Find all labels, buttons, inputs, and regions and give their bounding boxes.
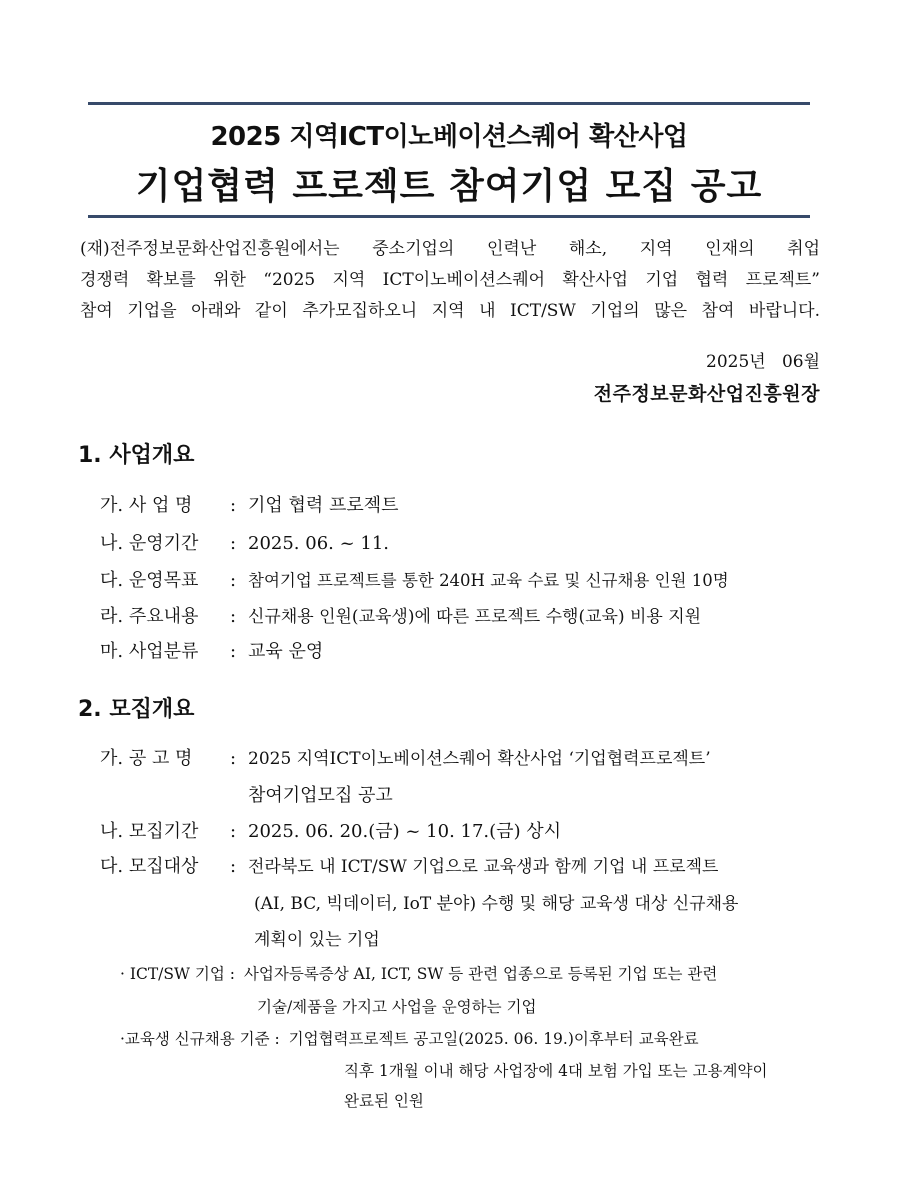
- intro-line-3: 참여 기업을 아래와 같이 추가모집하오니 지역 내 ICT/SW 기업의 많은 참여 바랍니다.: [80, 301, 820, 321]
- item-value: 참여기업 프로젝트를 통한 240H 교육 수료 및 신규채용 인원 10명: [248, 571, 729, 590]
- issuing-organization: 전주정보문화산업진흥원장: [593, 383, 820, 405]
- section-1-item-a: 가. 사 업 명 : 기업 협력 프로젝트: [100, 491, 399, 517]
- item-label: 다. 모집대상: [100, 856, 199, 877]
- title-bottom-rule: [88, 215, 810, 218]
- section-1-item-d: 라. 주요내용 : 신규채용 인원(교육생)에 따른 프로젝트 수행(교육) 비용 지원: [100, 602, 701, 628]
- item-label: 나. 모집기간: [100, 821, 199, 842]
- item-value: 2025. 06. ~ 11.: [248, 533, 390, 554]
- section-2-heading: 2. 모집개요: [78, 697, 195, 722]
- note-ict-sw-company: [120, 962, 717, 984]
- note-new-hire-criteria-line-2: 직후 1개월 이내 해당 사업장에 4대 보험 가입 또는 고용계약이: [344, 1062, 768, 1080]
- item-value-line-1: 2025 지역ICT이노베이션스퀘어 확산사업 ‘기업협력프로젝트’: [248, 749, 711, 769]
- item-value: 기업 협력 프로젝트: [248, 495, 399, 516]
- note-new-hire-criteria: [120, 1027, 699, 1049]
- section-2-item-a-line-2: 참여기업모집 공고: [248, 785, 393, 806]
- announcement-date: 2025년 06월: [706, 352, 820, 372]
- item-value: 2025. 06. 20.(금) ~ 10. 17.(금) 상시: [248, 821, 562, 842]
- section-1-item-b: 나. 운영기간 : 2025. 06. ~ 11.: [100, 529, 389, 555]
- item-value-line-1: 전라북도 내 ICT/SW 기업으로 교육생과 함께 기업 내 프로젝트: [248, 857, 719, 877]
- section-1-item-c: 다. 운영목표 : 참여기업 프로젝트를 통한 240H 교육 수료 및 신규채용 인원 10명: [100, 566, 729, 592]
- note-line-1: 사업자등록증상 AI, ICT, SW 등 관련 업종으로 등록된 기업 또는 관련: [243, 965, 718, 983]
- section-2-item-c-line-2: (AI, BC, 빅데이터, IoT 분야) 수행 및 해당 교육생 대상 신규채용: [254, 894, 739, 914]
- item-label: 가. 사 업 명: [100, 495, 193, 516]
- section-2-item-b: 나. 모집기간 : 2025. 06. 20.(금) ~ 10. 17.(금) 상시: [100, 817, 561, 843]
- section-2-item-c: 다. 모집대상 : 전라북도 내 ICT/SW 기업으로 교육생과 함께 기업 내 프로젝트: [100, 852, 718, 878]
- section-2-item-a: 가. 공 고 명 : 2025 지역ICT이노베이션스퀘어 확산사업 ‘기업협력프로젝트’: [100, 744, 711, 770]
- item-label: 다. 운영목표: [100, 570, 199, 591]
- title-line-2: 기업협력 프로젝트 참여기업 모집 공고: [135, 166, 763, 207]
- announcement-title-block: [88, 102, 810, 218]
- note-label: · ICT/SW 기업 :: [120, 965, 235, 983]
- item-label: 마. 사업분류: [100, 641, 199, 662]
- section-1-heading: 1. 사업개요: [78, 443, 195, 468]
- section-1-item-e: 마. 사업분류 : 교육 운영: [100, 637, 323, 663]
- item-label: 나. 운영기간: [100, 533, 199, 554]
- item-label: 가. 공 고 명: [100, 748, 193, 769]
- section-2-item-c-line-3: 계획이 있는 기업: [254, 930, 380, 950]
- note-ict-sw-company-line-2: 기술/제품을 가지고 사업을 운영하는 기업: [257, 998, 537, 1016]
- item-label: 라. 주요내용: [100, 606, 199, 627]
- title-line-1: 2025 지역ICT이노베이션스퀘어 확산사업: [210, 122, 688, 152]
- title-top-rule: [88, 102, 810, 105]
- note-label: ·교육생 신규채용 기준 :: [120, 1030, 280, 1048]
- intro-line-1: (재)전주정보문화산업진흥원에서는 중소기업의 인력난 해소, 지역 인재의 취업: [80, 239, 820, 259]
- item-value: 신규채용 인원(교육생)에 따른 프로젝트 수행(교육) 비용 지원: [248, 607, 702, 627]
- intro-paragraph: [80, 234, 820, 327]
- intro-line-2: 경쟁력 확보를 위한 “2025 지역 ICT이노베이션스퀘어 확산사업 기업 협력 프로젝트”: [80, 270, 820, 290]
- note-line-1: 기업협력프로젝트 공고일(2025. 06. 19.)이후부터 교육완료: [288, 1030, 699, 1048]
- note-new-hire-criteria-line-3: 완료된 인원: [344, 1092, 424, 1110]
- item-value: 교육 운영: [248, 641, 324, 662]
